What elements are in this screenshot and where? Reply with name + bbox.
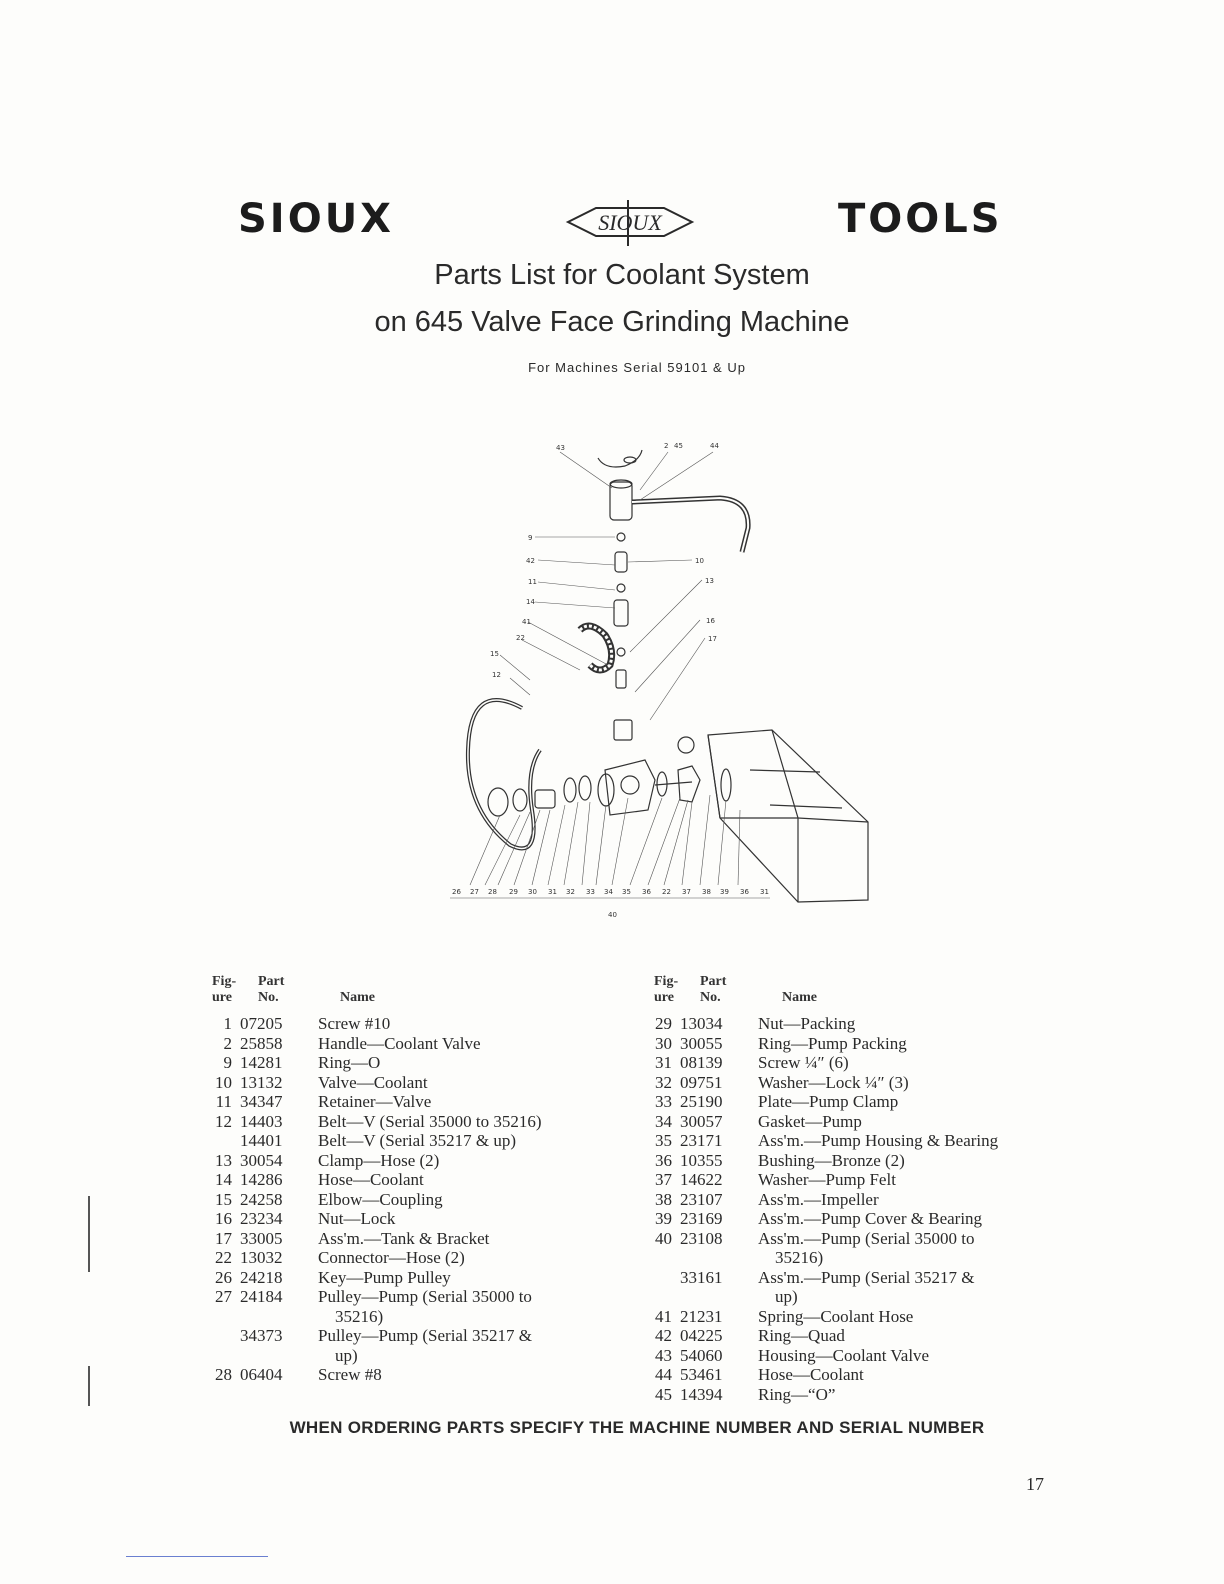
figure-number: 42 bbox=[655, 1326, 672, 1345]
part-number: 24218 bbox=[240, 1267, 283, 1287]
callout-35: 35 bbox=[622, 888, 631, 896]
sioux-logo bbox=[560, 196, 700, 250]
table-row bbox=[200, 1112, 542, 1132]
header-fig-right: Fig- ure bbox=[654, 974, 679, 1005]
header-part-right: Part No. bbox=[700, 974, 727, 1005]
part-name: Ring—Pump Packing bbox=[758, 1033, 907, 1053]
part-name: Ass'm.—Pump (Serial 35000 to 35216) bbox=[758, 1229, 998, 1268]
part-name-continuation: up) bbox=[335, 1345, 358, 1365]
table-row bbox=[640, 1170, 998, 1190]
part-name: Ring—“O” bbox=[758, 1384, 836, 1404]
table-row bbox=[200, 1014, 542, 1034]
table-row bbox=[640, 1190, 998, 1210]
table-row bbox=[640, 1014, 998, 1034]
part-number: 14403 bbox=[240, 1111, 283, 1131]
part-name: Ass'm.—Tank & Bracket bbox=[318, 1228, 490, 1248]
callout-31: 31 bbox=[548, 888, 557, 896]
callout-43: 43 bbox=[556, 444, 565, 452]
table-row bbox=[200, 1170, 542, 1190]
table-row bbox=[640, 1073, 998, 1093]
figure-number: 16 bbox=[215, 1209, 232, 1228]
part-number: 14286 bbox=[240, 1170, 283, 1189]
callout-34: 34 bbox=[604, 888, 613, 896]
page-title-line-1: Parts List for Coolant System bbox=[434, 259, 810, 291]
figure-number: 37 bbox=[655, 1170, 672, 1189]
page-number: 17 bbox=[1026, 1474, 1044, 1494]
figure-number: 31 bbox=[655, 1053, 672, 1072]
part-name: Hose—Coolant bbox=[758, 1365, 864, 1384]
callout-9: 9 bbox=[528, 534, 533, 542]
part-name: Bushing—Bronze (2) bbox=[758, 1150, 905, 1170]
margin-mark bbox=[88, 1366, 90, 1406]
page-title-line-2: on 645 Valve Face Grinding Machine bbox=[374, 306, 850, 338]
table-row bbox=[200, 1151, 542, 1171]
figure-number: 11 bbox=[215, 1092, 232, 1111]
part-name-continuation: 35216) bbox=[775, 1248, 824, 1267]
part-name: Gasket—Pump bbox=[758, 1111, 862, 1131]
brand-right-wordmark: TOOLS bbox=[838, 196, 1003, 242]
table-row bbox=[640, 1053, 998, 1073]
figure-number: 30 bbox=[655, 1033, 672, 1053]
part-name: Clamp—Hose (2) bbox=[318, 1150, 440, 1170]
figure-number: 14 bbox=[215, 1170, 232, 1189]
table-row bbox=[640, 1307, 998, 1327]
table-row bbox=[200, 1248, 542, 1268]
brand-left-wordmark: SIOUX bbox=[238, 196, 395, 242]
part-name: Housing—Coolant Valve bbox=[758, 1345, 930, 1365]
exploded-parts-diagram bbox=[430, 430, 880, 930]
part-number: 34347 bbox=[240, 1092, 283, 1111]
part-name: Ring—Quad bbox=[758, 1326, 845, 1345]
table-row bbox=[640, 1092, 998, 1112]
table-row bbox=[640, 1229, 998, 1268]
part-number: 24258 bbox=[240, 1189, 283, 1209]
part-number: 33005 bbox=[240, 1228, 283, 1248]
figure-number: 17 bbox=[215, 1228, 232, 1248]
part-name: Handle—Coolant Valve bbox=[318, 1033, 481, 1053]
table-row bbox=[640, 1346, 998, 1366]
part-number: 13032 bbox=[240, 1248, 283, 1267]
figure-number: 1 bbox=[223, 1014, 232, 1033]
part-number: 09751 bbox=[680, 1072, 723, 1092]
figure-number: 40 bbox=[655, 1228, 672, 1248]
callout-29: 29 bbox=[509, 888, 518, 896]
part-name: Plate—Pump Clamp bbox=[758, 1092, 899, 1111]
table-row bbox=[640, 1385, 998, 1405]
part-number: 10355 bbox=[680, 1150, 723, 1170]
callout-30: 30 bbox=[528, 888, 537, 896]
part-name: Nut—Lock bbox=[318, 1209, 396, 1228]
page-subtitle: For Machines Serial 59101 & Up bbox=[528, 360, 746, 375]
part-number: 04225 bbox=[680, 1326, 723, 1345]
table-row bbox=[200, 1034, 542, 1054]
part-name: Washer—Pump Felt bbox=[758, 1170, 896, 1189]
figure-number: 36 bbox=[655, 1150, 672, 1170]
part-number: 23107 bbox=[680, 1189, 723, 1209]
part-name: Belt—V (Serial 35217 & up) bbox=[318, 1131, 516, 1150]
table-row bbox=[200, 1326, 542, 1365]
table-row bbox=[200, 1268, 542, 1288]
table-row bbox=[640, 1268, 998, 1307]
callout-31-right: 31 bbox=[760, 888, 769, 896]
callout-37: 37 bbox=[682, 888, 691, 896]
part-name: Nut—Packing bbox=[758, 1014, 856, 1033]
table-row bbox=[200, 1131, 542, 1151]
figure-number: 44 bbox=[655, 1365, 672, 1384]
callout-12: 12 bbox=[492, 671, 501, 679]
part-number: 14281 bbox=[240, 1053, 283, 1072]
figure-number: 38 bbox=[655, 1189, 672, 1209]
part-number: 54060 bbox=[680, 1345, 723, 1365]
part-number: 06404 bbox=[240, 1365, 283, 1384]
header-part-left: Part No. bbox=[258, 974, 285, 1005]
part-number: 23169 bbox=[680, 1209, 723, 1228]
callout-36-right: 36 bbox=[740, 888, 749, 896]
table-row bbox=[640, 1131, 998, 1151]
callout-16: 16 bbox=[706, 617, 715, 625]
part-name: Pulley—Pump (Serial 35000 to 35216) bbox=[318, 1287, 542, 1326]
table-row bbox=[640, 1112, 998, 1132]
callout-17: 17 bbox=[708, 635, 717, 643]
callout-11: 11 bbox=[528, 578, 537, 586]
callout-32: 32 bbox=[566, 888, 575, 896]
part-name: Belt—V (Serial 35000 to 35216) bbox=[318, 1111, 542, 1131]
table-row bbox=[200, 1073, 542, 1093]
figure-number: 22 bbox=[215, 1248, 232, 1267]
part-number: 24184 bbox=[240, 1287, 283, 1306]
callout-42: 42 bbox=[526, 557, 535, 565]
part-number: 08139 bbox=[680, 1053, 723, 1072]
table-row bbox=[640, 1034, 998, 1054]
margin-mark bbox=[88, 1196, 90, 1272]
part-name: Screw #8 bbox=[318, 1365, 382, 1384]
part-number: 30057 bbox=[680, 1111, 723, 1131]
figure-number: 27 bbox=[215, 1287, 232, 1306]
part-name: Elbow—Coupling bbox=[318, 1189, 443, 1209]
part-number: 25858 bbox=[240, 1033, 283, 1053]
callout-2: 2 bbox=[664, 442, 669, 450]
callout-26: 26 bbox=[452, 888, 461, 896]
part-number: 33161 bbox=[680, 1267, 723, 1287]
part-name: Pulley—Pump (Serial 35217 & up) bbox=[318, 1326, 542, 1365]
figure-number: 26 bbox=[215, 1267, 232, 1287]
figure-number: 2 bbox=[223, 1033, 232, 1053]
part-name: Key—Pump Pulley bbox=[318, 1267, 451, 1287]
table-row bbox=[200, 1287, 542, 1326]
figure-number: 39 bbox=[655, 1209, 672, 1228]
figure-number: 15 bbox=[215, 1189, 232, 1209]
figure-number: 13 bbox=[215, 1150, 232, 1170]
part-name: Washer—Lock ¼″ (3) bbox=[758, 1072, 909, 1092]
part-name-continuation: 35216) bbox=[335, 1306, 384, 1326]
part-number: 25190 bbox=[680, 1092, 723, 1111]
part-name: Screw ¼″ (6) bbox=[758, 1053, 849, 1072]
part-number: 53461 bbox=[680, 1365, 723, 1384]
part-number: 14622 bbox=[680, 1170, 723, 1189]
table-row bbox=[640, 1365, 998, 1385]
part-name: Spring—Coolant Hose bbox=[758, 1306, 914, 1326]
table-row bbox=[200, 1209, 542, 1229]
figure-number: 28 bbox=[215, 1365, 232, 1384]
part-name: Ass'm.—Impeller bbox=[758, 1189, 879, 1209]
part-number: 23108 bbox=[680, 1228, 723, 1248]
figure-number: 45 bbox=[655, 1384, 672, 1404]
figure-number: 33 bbox=[655, 1092, 672, 1111]
callout-33: 33 bbox=[586, 888, 595, 896]
parts-table-right bbox=[640, 1014, 998, 1404]
callout-38: 38 bbox=[702, 888, 711, 896]
part-name: Ass'm.—Pump Housing & Bearing bbox=[758, 1131, 999, 1150]
callout-45: 45 bbox=[674, 442, 683, 450]
part-name-continuation: up) bbox=[775, 1287, 798, 1306]
part-name: Ring—O bbox=[318, 1053, 381, 1072]
callout-15: 15 bbox=[490, 650, 499, 658]
logo-text: SIOUX bbox=[598, 210, 662, 235]
part-number: 13132 bbox=[240, 1072, 283, 1092]
table-row bbox=[640, 1151, 998, 1171]
margin-mark bbox=[126, 1556, 268, 1557]
figure-number: 29 bbox=[655, 1014, 672, 1033]
callout-40: 40 bbox=[608, 911, 617, 919]
callout-44: 44 bbox=[710, 442, 719, 450]
part-name: Retainer—Valve bbox=[318, 1092, 432, 1111]
callout-39: 39 bbox=[720, 888, 729, 896]
parts-table-left bbox=[200, 1014, 542, 1385]
callout-14: 14 bbox=[526, 598, 535, 606]
figure-number: 35 bbox=[655, 1131, 672, 1150]
callout-22-bottom: 22 bbox=[662, 888, 671, 896]
callout-13: 13 bbox=[705, 577, 714, 585]
part-number: 23171 bbox=[680, 1131, 723, 1150]
figure-number: 12 bbox=[215, 1111, 232, 1131]
callout-22: 22 bbox=[516, 634, 525, 642]
figure-number: 43 bbox=[655, 1345, 672, 1365]
table-row bbox=[200, 1053, 542, 1073]
table-row bbox=[640, 1326, 998, 1346]
callout-27: 27 bbox=[470, 888, 479, 896]
callout-28: 28 bbox=[488, 888, 497, 896]
table-row bbox=[200, 1365, 542, 1385]
part-number: 30055 bbox=[680, 1033, 723, 1053]
part-number: 14394 bbox=[680, 1384, 723, 1404]
figure-number: 34 bbox=[655, 1111, 672, 1131]
header-name-left: Name bbox=[340, 990, 375, 1005]
part-name: Hose—Coolant bbox=[318, 1170, 424, 1189]
part-name: Connector—Hose (2) bbox=[318, 1248, 465, 1267]
callout-10: 10 bbox=[695, 557, 704, 565]
part-name: Screw #10 bbox=[318, 1014, 391, 1033]
ordering-note: WHEN ORDERING PARTS SPECIFY THE MACHINE NUMBER AND SERIAL NUMBER bbox=[289, 1418, 985, 1437]
header-name-right: Name bbox=[782, 990, 817, 1005]
part-number: 14401 bbox=[240, 1131, 283, 1150]
part-number: 07205 bbox=[240, 1014, 283, 1033]
figure-number: 41 bbox=[655, 1306, 672, 1326]
part-number: 21231 bbox=[680, 1306, 723, 1326]
figure-number: 9 bbox=[223, 1053, 232, 1072]
part-name: Ass'm.—Pump Cover & Bearing bbox=[758, 1209, 983, 1228]
header-fig-left: Fig- ure bbox=[212, 974, 237, 1005]
table-row bbox=[640, 1209, 998, 1229]
part-number: 13034 bbox=[680, 1014, 723, 1033]
callout-41: 41 bbox=[522, 618, 531, 626]
part-number: 34373 bbox=[240, 1326, 283, 1345]
table-row bbox=[200, 1092, 542, 1112]
part-name: Valve—Coolant bbox=[318, 1072, 428, 1092]
table-row bbox=[200, 1229, 542, 1249]
figure-number: 32 bbox=[655, 1072, 672, 1092]
figure-number: 10 bbox=[215, 1072, 232, 1092]
callout-36: 36 bbox=[642, 888, 651, 896]
part-name: Ass'm.—Pump (Serial 35217 & up) bbox=[758, 1268, 998, 1307]
part-number: 30054 bbox=[240, 1150, 283, 1170]
table-row bbox=[200, 1190, 542, 1210]
part-number: 23234 bbox=[240, 1209, 283, 1228]
